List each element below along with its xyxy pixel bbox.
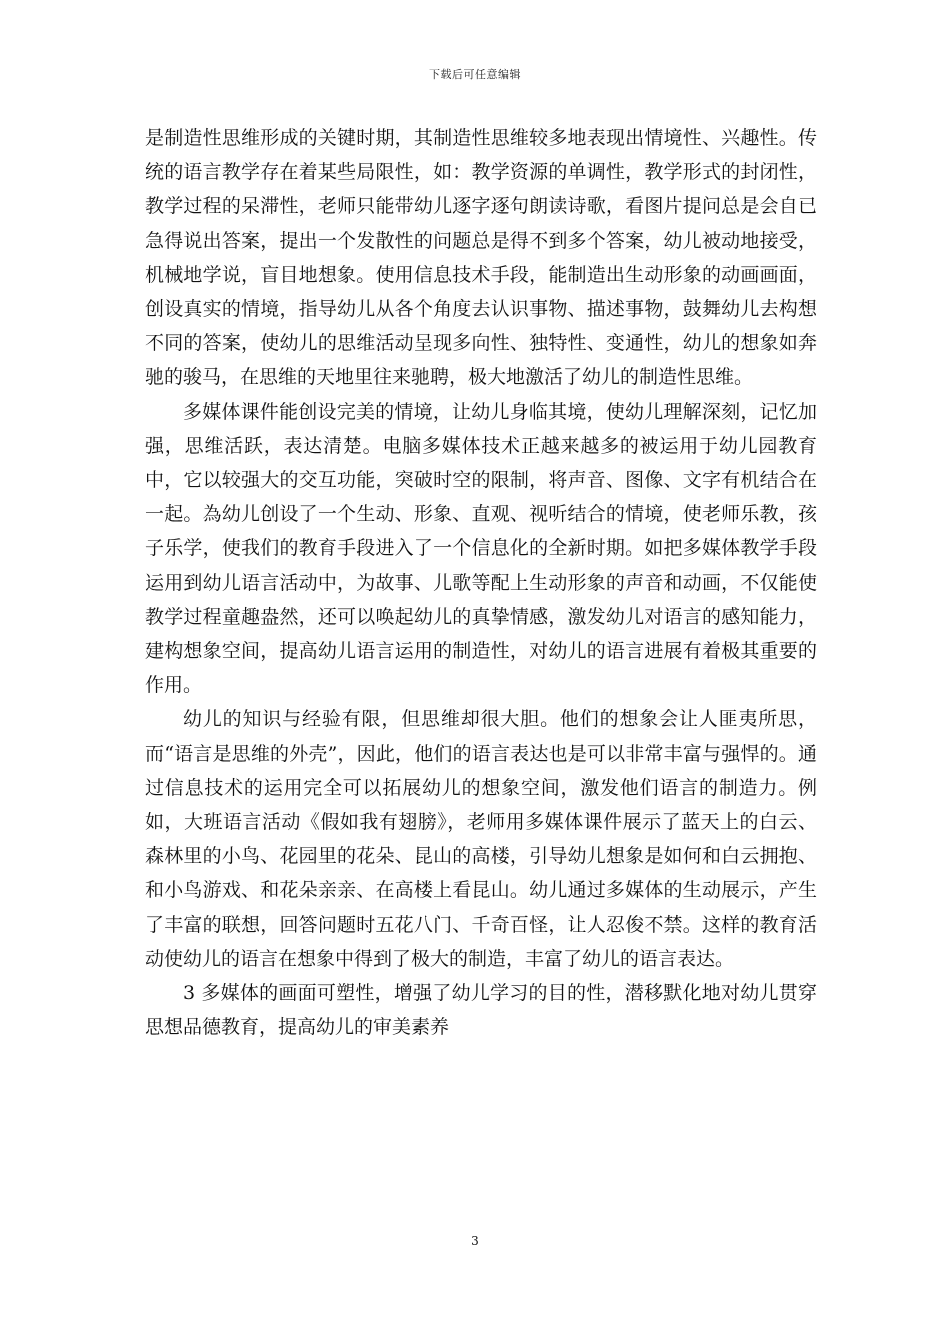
- page-number: 3: [471, 1234, 479, 1248]
- paragraph-continuation: 是制造性思维形成的关键时期，其制造性思维较多地表现出情境性、兴趣性。传统的语言教学存在着某些局限性，如：教学资源的单调性，教学形式的封闭性，教学过程的呆滞性，老师只能带幼儿逐字逐句朗读诗歌，看图片提问总是会自已急得说出答案，提出一个发散性的问题总是得不到多个答案，幼儿被动地接受，机械地学说，盲目地想象。使用信息技术手段，能制造出生动形象的动画画面，创设真实的情境，指导幼儿从各个角度去认识事物、描述事物，鼓舞幼儿去构想不同的答案，使幼儿的思维活动呈现多向性、独特性、变通性，幼儿的想象如奔驰的骏马，在思维的天地里往来驰聘，极大地激活了幼儿的制造性思维。: [145, 127, 817, 389]
- section-heading-3: 3 多媒体的画面可塑性，增强了幼儿学习的目的性，潜移默化地对幼儿贯穿思想品德教育，提高幼儿的审美素养: [145, 982, 817, 1039]
- page-header-note: 下载后可任意编辑: [429, 68, 521, 81]
- paragraph-multimedia-situations: 多媒体课件能创设完美的情境，让幼儿身临其境，使幼儿理解深刻，记忆加强，思维活跃，表达清楚。电脑多媒体技术正越来越多的被运用于幼儿园教育中，它以较强大的交互功能，突破时空的限制，将声音、图像、文字有机结合在一起。為幼儿创设了一个生动、形象、直观、视听结合的情境，使老师乐教，孩子乐学，使我们的教育手段进入了一个信息化的全新时期。如把多媒体教学手段运用到幼儿语言活动中，为故事、儿歌等配上生动形象的声音和动画，不仅能使教学过程童趣盎然，还可以唤起幼儿的真挚情感，激发幼儿对语言的感知能力，建构想象空间，提高幼儿语言运用的制造性，对幼儿的语言进展有着极其重要的作用。: [145, 400, 817, 697]
- document-body: [145, 121, 817, 1044]
- paragraph-imagination: 幼儿的知识与经验有限，但思维却很大胆。他们的想象会让人匪夷所思，而“语言是思维的外壳”，因此，他们的语言表达也是可以非常丰富与强悍的。通过信息技术的运用完全可以拓展幼儿的想象空间，激发他们语言的制造力。例如，大班语言活动《假如我有翅膀》，老师用多媒体课件展示了蓝天上的白云、森林里的小鸟、花园里的花朵、昆山的高楼，引导幼儿想象是如何和白云拥抱、和小鸟游戏、和花朵亲亲、在高楼上看昆山。幼儿通过多媒体的生动展示，产生了丰富的联想，回答问题时五花八门、千奇百怪，让人忍俊不禁。这样的教育活动使幼儿的语言在想象中得到了极大的制造，丰富了幼儿的语言表达。: [145, 708, 817, 970]
